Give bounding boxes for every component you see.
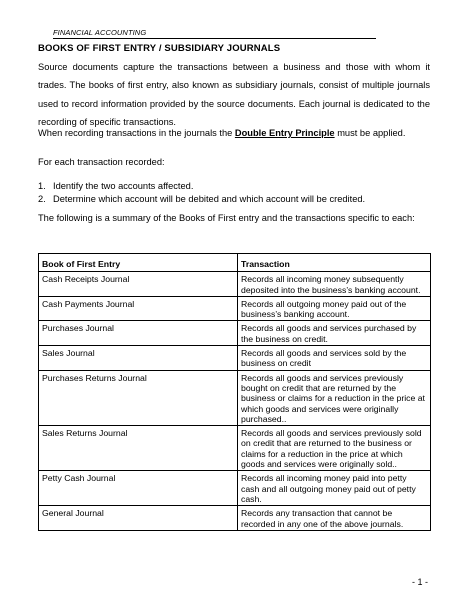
column-header: Transaction bbox=[238, 254, 431, 272]
table-row bbox=[39, 296, 431, 321]
page-title: BOOKS OF FIRST ENTRY / SUBSIDIARY JOURNALS bbox=[38, 43, 281, 54]
principle-paragraph bbox=[38, 127, 430, 139]
step-number: 2. bbox=[38, 193, 46, 204]
list-item bbox=[38, 180, 438, 193]
table-row bbox=[39, 346, 431, 371]
table-row bbox=[39, 426, 431, 471]
principle-text-before: When recording transactions in the journals the bbox=[38, 128, 235, 138]
step-text: Determine which account will be debited and which account will be credited. bbox=[53, 193, 366, 204]
step-text: Identify the two accounts affected. bbox=[53, 181, 194, 191]
list-item bbox=[38, 193, 438, 206]
header-rule bbox=[53, 38, 376, 39]
journal-name-cell: Sales Returns Journal bbox=[39, 426, 238, 471]
journal-name-cell: Cash Payments Journal bbox=[39, 296, 238, 321]
table-row bbox=[39, 272, 431, 297]
intro-paragraph: Source documents capture the transactions between a business and those with whom it trades. The books of first entry, also known as subsidiary journals, consist of multiple journals used to record information provided by the source documents. Each journal is dedicated to the recording of specific transactions. bbox=[38, 62, 430, 127]
column-header: Book of First Entry bbox=[39, 254, 238, 272]
transaction-cell: Records all outgoing money paid out of the business’s banking account. bbox=[238, 296, 431, 321]
journal-name-cell: Purchases Journal bbox=[39, 321, 238, 346]
table-row bbox=[39, 370, 431, 425]
journal-name-cell: Purchases Returns Journal bbox=[39, 370, 238, 425]
table-header-row bbox=[39, 254, 431, 272]
steps-list bbox=[38, 180, 438, 205]
transaction-cell: Records all incoming money paid into petty cash and all outgoing money paid out of petty cash. bbox=[238, 471, 431, 506]
table-row bbox=[39, 321, 431, 346]
summary-intro: The following is a summary of the Books of First entry and the transactions specific to each: bbox=[38, 213, 415, 223]
journal-name-cell: Cash Receipts Journal bbox=[39, 272, 238, 297]
transaction-cell: Records all goods and services previously sold on credit that are returned to the business or claims for a reduction in the price at which goods and services were originally sold.. bbox=[238, 426, 431, 471]
double-entry-principle-link[interactable]: Double Entry Principle bbox=[234, 128, 335, 138]
journals-table bbox=[38, 253, 431, 531]
page-number: - 1 - bbox=[412, 577, 429, 587]
journal-name-cell: Sales Journal bbox=[39, 346, 238, 371]
running-header: FINANCIAL ACCOUNTING bbox=[53, 28, 147, 37]
table-row bbox=[39, 471, 431, 506]
journal-name-cell: Petty Cash Journal bbox=[39, 471, 238, 506]
table-row bbox=[39, 506, 431, 531]
step-number: 1. bbox=[38, 181, 46, 191]
transaction-cell: Records all goods and services previously bought on credit that are returned by the business or claims for a reduction in the price at which goods and services were originally purchased.. bbox=[238, 370, 431, 425]
for-each-label: For each transaction recorded: bbox=[38, 157, 165, 167]
transaction-cell: Records any transaction that cannot be recorded in any one of the above journals. bbox=[238, 506, 431, 531]
transaction-cell: Records all incoming money subsequently deposited into the business’s banking account. bbox=[238, 272, 431, 297]
transaction-cell: Records all goods and services sold by the business on credit bbox=[238, 346, 431, 371]
principle-text-after: must be applied. bbox=[334, 128, 406, 138]
journal-name-cell: General Journal bbox=[39, 506, 238, 531]
transaction-cell: Records all goods and services purchased by the business on credit. bbox=[238, 321, 431, 346]
